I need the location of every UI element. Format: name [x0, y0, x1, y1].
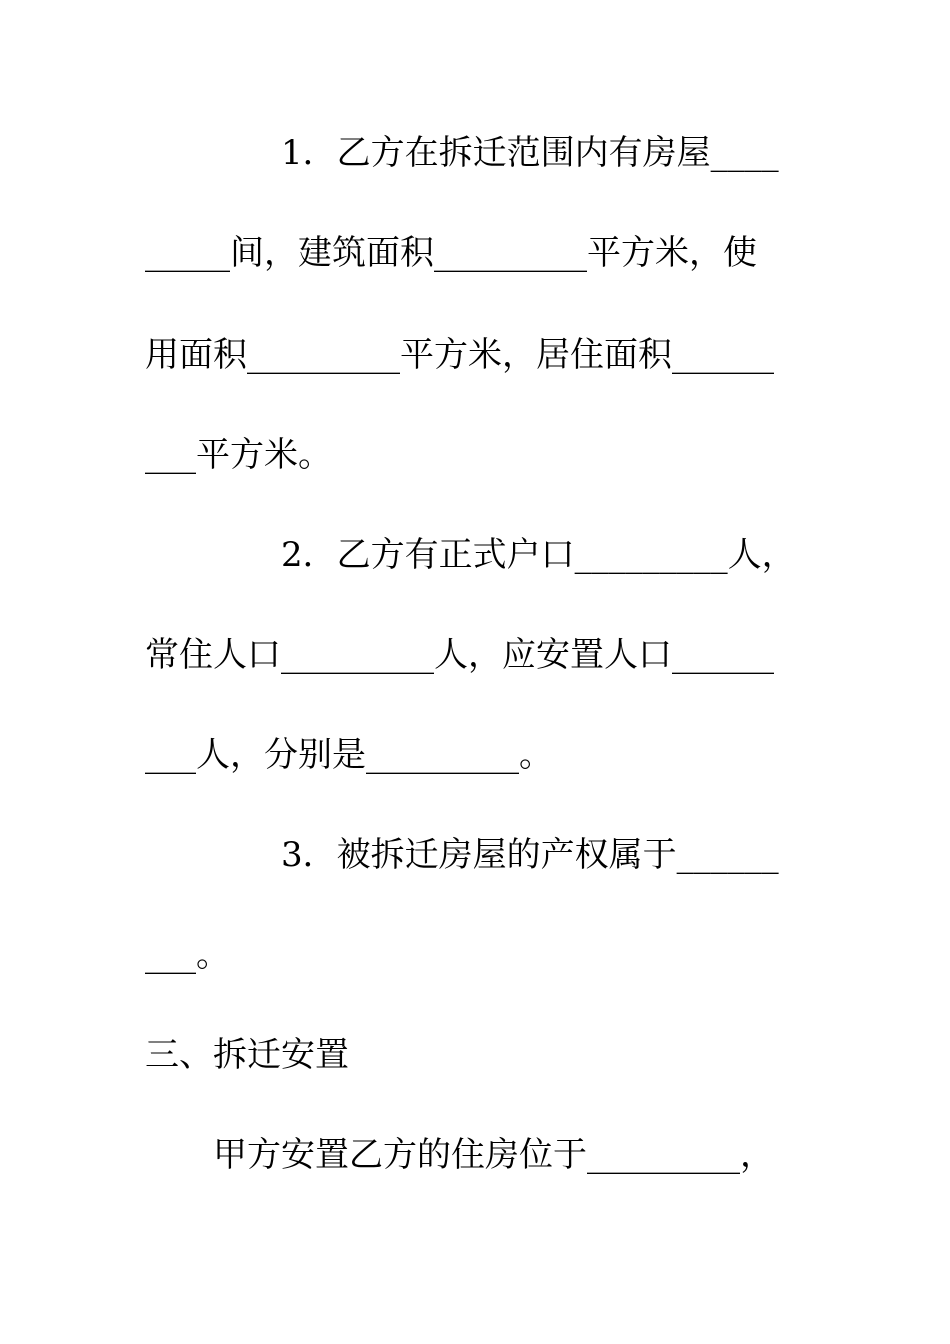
- clause-1-line-4: ___平方米。: [145, 435, 332, 475]
- clause-3-line-2: ___。: [145, 935, 230, 975]
- relocation-paragraph-line-1: 甲方安置乙方的住房位于_________，: [145, 1135, 774, 1175]
- clause-2-line-1: 2．乙方有正式户口_________人，: [145, 535, 796, 575]
- clause-3-line-1: 3．被拆迁房屋的产权属于______: [145, 835, 779, 875]
- clause-1-line-2: _____间，建筑面积_________平方米，使: [145, 233, 757, 273]
- clause-2-line-2: 常住人口_________人，应安置人口______: [145, 635, 774, 675]
- section-heading: 三、拆迁安置: [145, 1035, 349, 1075]
- clause-2-line-3: ___人，分别是_________。: [145, 735, 553, 775]
- clause-1-line-3: 用面积_________平方米，居住面积______: [145, 335, 774, 375]
- clause-1-line-1: 1．乙方在拆迁范围内有房屋____: [145, 133, 779, 173]
